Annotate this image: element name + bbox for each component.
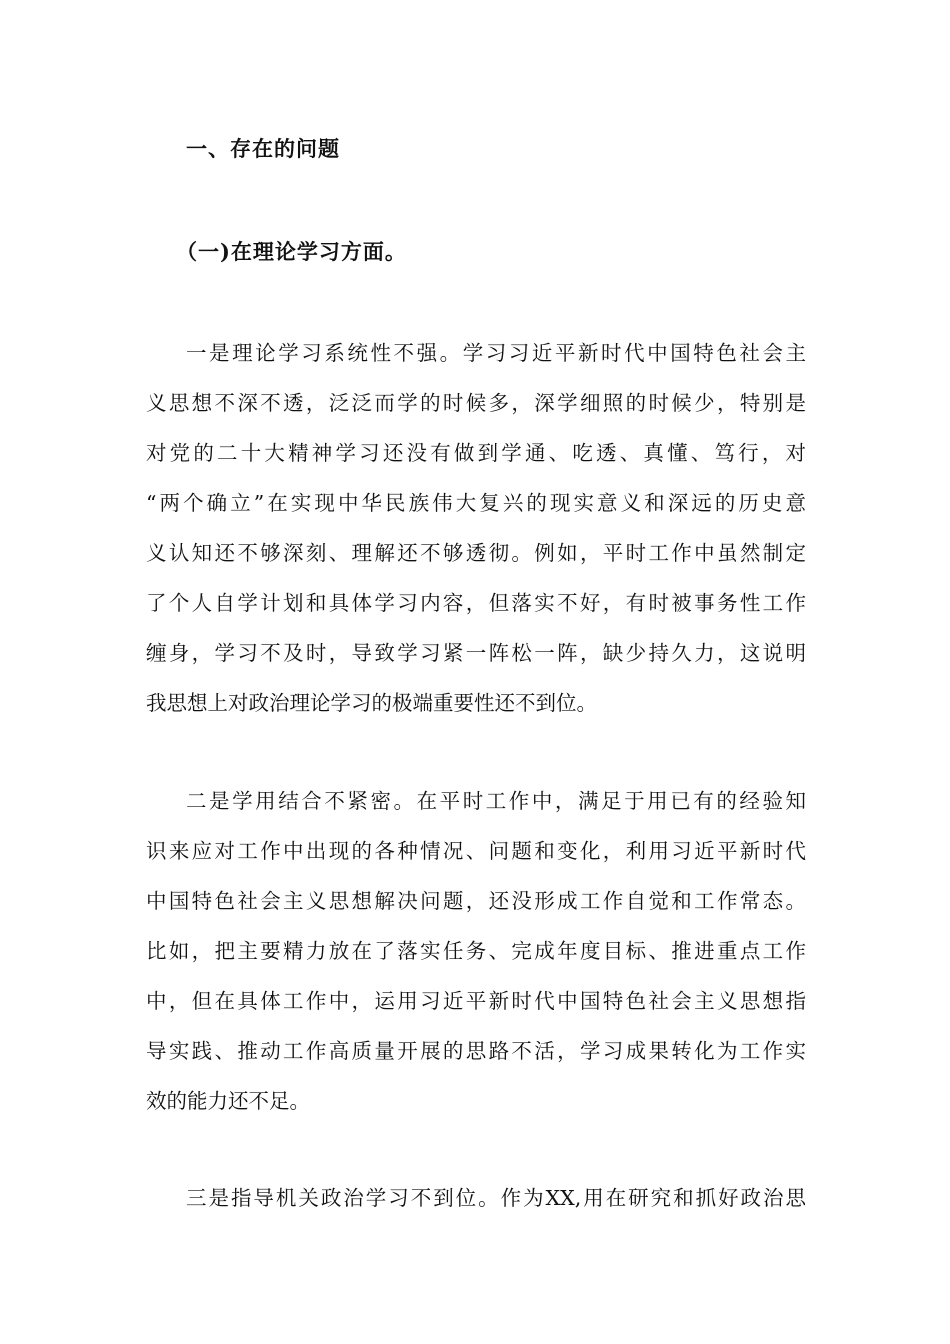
paragraph-line: 三是指导机关政治学习不到位。作为XX,用在研究和抓好政治思 (186, 1186, 806, 1210)
paragraph-line: 义认知还不够深刻、理解还不够透彻。例如，平时工作中虽然制定 (146, 541, 806, 565)
paragraph-line: 缠身，学习不及时，导致学习紧一阵松一阵，缺少持久力，这说明 (146, 641, 806, 665)
paragraph-guidance (146, 1173, 806, 1223)
paragraph-line: 二是学用结合不紧密。在平时工作中，满足于用已有的经验知 (186, 789, 806, 813)
paragraph-line: “两个确立”在实现中华民族伟大复兴的现实意义和深远的历史意 (146, 491, 806, 515)
paragraph-line: 我思想上对政治理论学习的极端重要性还不到位。 (146, 691, 597, 715)
section-heading: 一、存在的问题 (186, 136, 340, 161)
paragraph-line: 义思想不深不透，泛泛而学的时候多，深学细照的时候少，特别是 (146, 391, 806, 415)
paragraph-line: 一是理论学习系统性不强。学习习近平新时代中国特色社会主 (186, 341, 806, 365)
paragraph-line: 中，但在具体工作中，运用习近平新时代中国特色社会主义思想指 (146, 989, 806, 1013)
paragraph-line: 中国特色社会主义思想解决问题，还没形成工作自觉和工作常态。 (146, 889, 806, 913)
paragraph-line: 导实践、推动工作高质量开展的思路不活，学习成果转化为工作实 (146, 1039, 806, 1063)
paragraph-theory-study (146, 328, 806, 728)
paragraph-line: 了个人自学计划和具体学习内容，但落实不好，有时被事务性工作 (146, 591, 806, 615)
paragraph-line: 对党的二十大精神学习还没有做到学通、吃透、真懂、笃行，对 (146, 441, 806, 465)
paragraph-study-application (146, 776, 806, 1126)
paragraph-line: 效的能力还不足。 (146, 1089, 310, 1113)
paragraph-line: 识来应对工作中出现的各种情况、问题和变化，利用习近平新时代 (146, 839, 806, 863)
paragraph-line: 比如，把主要精力放在了落实任务、完成年度目标、推进重点工作 (146, 939, 806, 963)
subsection-heading: （一)在理论学习方面。 (176, 239, 407, 264)
